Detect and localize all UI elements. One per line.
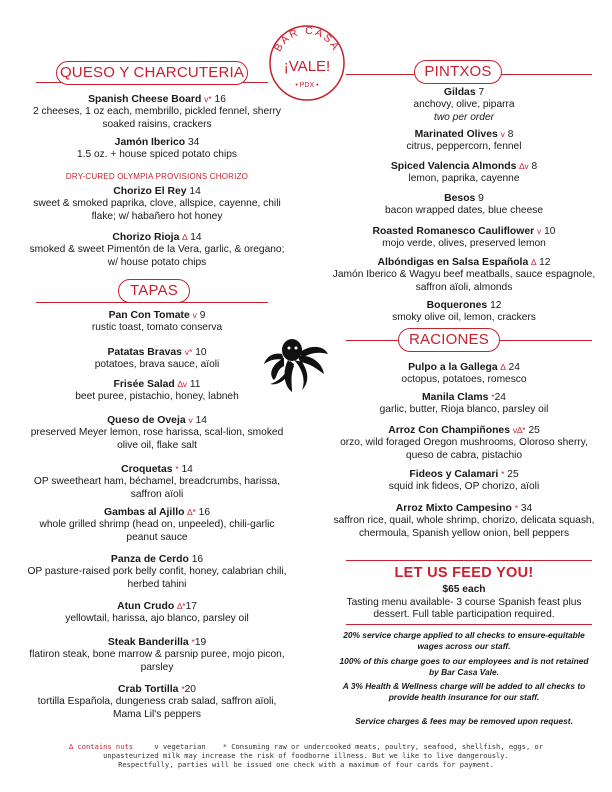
menu-item: Frisée Salad ∆v 11 beet puree, pistachio, honey, labneh bbox=[75, 379, 239, 403]
menu-item: Queso de Oveja v 14 preserved Meyer lemon, rose harissa, scal-lion, smoked olive oil, flake salt bbox=[30, 415, 284, 451]
service-note: 20% service charge applied to all checks to ensure-equitable wages across our staff. bbox=[343, 630, 585, 651]
menu-item: Steak Banderilla *19 flatiron steak, bone marrow & parsnip puree, mojo picon, parsley bbox=[29, 637, 285, 673]
menu-item: Croquetas * 14 OP sweetheart ham, béchamel, breadcrumbs, harissa, saffron aïoli bbox=[33, 464, 281, 500]
menu-item: Manila Clams *24 garlic, butter, Rioja blanco, parsley oil bbox=[379, 392, 549, 416]
legend-nuts: ∆ contains nuts bbox=[68, 742, 134, 751]
service-note: 100% of this charge goes to our employees and is not retained by Bar Casa Vale. bbox=[339, 656, 589, 677]
feed-price: $65 each bbox=[442, 584, 486, 595]
section-title-tapas: TAPAS bbox=[118, 279, 190, 303]
footer-legend bbox=[20, 742, 592, 751]
legend-vegetarian: v vegetarian bbox=[154, 742, 206, 751]
footer-line3: Respectfully, parties will be issued one check with a maximum of four cards for payment. bbox=[118, 760, 494, 769]
menu-item: Chorizo Rioja ∆ 14 smoked & sweet Pimentón de la Vera, garlic, & oregano; w/ house potato chips bbox=[29, 232, 285, 268]
menu-item: Arroz Mixto Campesino * 34 saffron rice, quail, whole shrimp, chorizo, delicata squash, chermoula, Spanish yellow onion, bell peppers bbox=[333, 503, 595, 539]
notes-rule bbox=[346, 624, 592, 625]
menu-item: Gambas al Ajillo ∆* 16 whole grilled shrimp (head on, unpeeled), chili-garlic peanut sauce bbox=[39, 507, 275, 543]
menu-item: Boquerones 12 smoky olive oil, lemon, crackers bbox=[392, 300, 536, 324]
menu-item: Crab Tortilla *20 tortilla Española, dungeness crab salad, saffron aïoli, Mama Lil's peppers bbox=[37, 684, 277, 720]
menu-item: Fideos y Calamari * 25 squid ink fideos, OP chorizo, aïoli bbox=[388, 469, 540, 493]
section-title-queso: QUESO Y CHARCUTERIA bbox=[56, 61, 248, 85]
footer-line1: * Consuming raw or undercooked meats, poultry, seafood, shellfish, eggs, or bbox=[222, 742, 544, 751]
menu-item: Gildas 7 anchovy, olive, piparra two per order bbox=[413, 87, 515, 123]
menu-item: Albóndigas en Salsa Española ∆ 12 Jamón Iberico & Wagyu beef meatballs, sauce espagnole, saffron aïoli, almonds bbox=[332, 257, 596, 293]
menu-item: Besos 9 bacon wrapped dates, blue cheese bbox=[384, 193, 544, 217]
menu-item: Jamón Iberico 34 1.5 oz. + house spiced potato chips bbox=[77, 137, 237, 161]
menu-item: Panza de Cerdo 16 OP pasture-raised pork belly confit, honey, calabrian chili, herbed tahini bbox=[27, 554, 287, 590]
menu-item: Atun Crudo ∆*17 yellowtail, harissa, ajo blanco, parsley oil bbox=[65, 601, 249, 625]
footer-line2: unpasteurized milk may increase the risk of foodborne illness. But we like to live dangerously. bbox=[103, 751, 509, 760]
menu-item: Arroz Con Champiñones v∆* 25 orzo, wild foraged Oregon mushrooms, Oloroso sherry, queso de cabra, pistachio bbox=[340, 425, 588, 461]
feed-rule bbox=[346, 560, 592, 561]
menu-item: Pulpo a la Gallega ∆ 24 octopus, potatoes, romesco bbox=[401, 362, 527, 386]
chorizo-subhead: DRY-CURED OLYMPIA PROVISIONS CHORIZO bbox=[65, 172, 249, 181]
menu-item: Pan Con Tomate v 9 rustic toast, tomato conserva bbox=[91, 310, 223, 334]
menu-item: Spanish Cheese Board v* 16 2 cheeses, 1 oz each, membrillo, pickled fennel, sherry soaked raisins, crackers bbox=[32, 94, 282, 130]
service-note: A 3% Health & Wellness charge will be added to all checks to provide health insurance for our staff. bbox=[342, 681, 586, 702]
section-title-raciones: RACIONES bbox=[398, 328, 500, 352]
feed-description: Tasting menu available- 3 course Spanish feast plus dessert. Full table participation required. bbox=[346, 597, 582, 621]
logo-sub-text: • PDX • bbox=[295, 82, 319, 89]
feed-title: LET US FEED YOU! bbox=[394, 565, 534, 581]
octopus-icon bbox=[262, 334, 332, 396]
menu-item: Patatas Bravas v* 10 potatoes, brava sauce, aïoli bbox=[94, 347, 220, 371]
menu-item: Marinated Olives v 8 citrus, peppercorn, fennel bbox=[406, 129, 522, 153]
service-note: Service charges & fees may be removed upon request. bbox=[355, 716, 573, 726]
menu-item: Roasted Romanesco Cauliflower v 10 mojo verde, olives, preserved lemon bbox=[372, 226, 556, 250]
logo-top-text: BAR CASA bbox=[271, 24, 343, 54]
menu-item: Chorizo El Rey 14 sweet & smoked paprika, clove, allspice, cayenne, chili flake; w/ habañero hot honey bbox=[33, 186, 281, 222]
menu-item: Spiced Valencia Almonds ∆v 8 lemon, paprika, cayenne bbox=[390, 161, 538, 185]
section-title-pintxos: PINTXOS bbox=[414, 60, 502, 84]
logo-main-text: ¡VALE! bbox=[283, 58, 331, 75]
